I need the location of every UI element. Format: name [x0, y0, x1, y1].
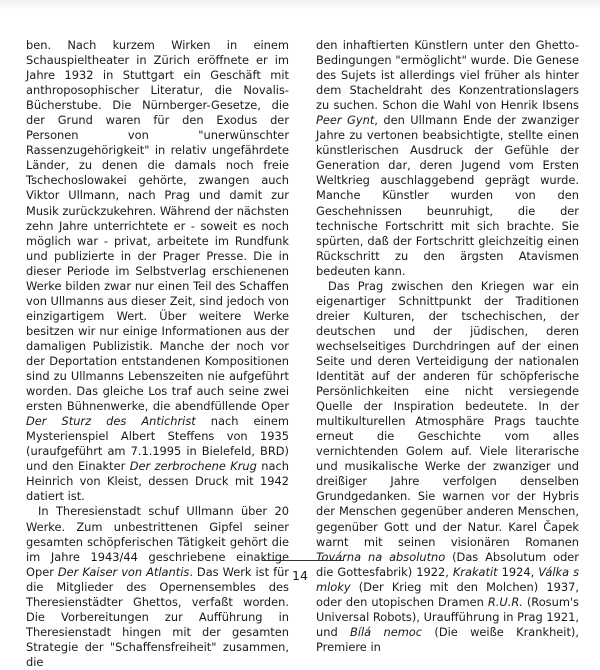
text-run: In Theresienstadt schuf Ullmann über 20 Werke. Zum unbestrittenen Gipfel seiner gesamten schöpferischen Tätigkeit gehört die im Jahre 1943/44 geschriebene einaktige Oper [26, 504, 289, 579]
opera-title: Der Kaiser von Atlantis [57, 564, 190, 579]
work-title: Válka s mloky [316, 564, 580, 594]
work-title: R.U.R. [487, 594, 523, 609]
text-run: 1924, [497, 564, 539, 579]
paragraph [26, 38, 289, 504]
footer-rule [262, 560, 344, 561]
text-run: Das Prag zwischen den Kriegen war ein eigenartiger Schnittpunkt der Traditionen dreier Kulturen, der tschechischen, der deutschen und der jüdischen, deren wechselseitiges Durchdringen auf der einen Seite und deren Verteidigung der nationalen Identität auf der anderen für schöpferische Persönlichkeiten eine nicht versiegende Quelle der Inspiration bedeutete. In der multikulturellen Atmosphäre Prags tauchte erneut die Geschichte vom alles vernichtenden Golem auf. Viele literarische und musikalische Werke der zwanziger und dreißiger Jahre verfolgen denselben Grundgedanken. Sie warnen vor der Hybris der Menschen gegenüber anderen Menschen, gegenüber Gott und der Natur. Karel Čapek warnt mit seinen visionären Romanen [316, 278, 579, 549]
text-run: , den Ullmann Ende der zwanziger Jahre zu vertonen beabsichtigte, stellte einen künstlerischen Ausdruck der Gefühle der Generation dar, deren Jugend vom Ersten Weltkrieg auschlaggebend geprägt wurde. Manche Künstler wurden von den Geschehnissen beunruhigt, die der technische Fortschritt mit sich brachte. Sie spürten, daß der Fortschritt gleichzeitig einen Rückschritt zu den ärgsten Atavismen bedeuten kann. [316, 113, 580, 278]
opera-title: Der zerbrochene Krug [129, 459, 257, 474]
paragraph [316, 38, 579, 279]
work-title: Peer Gynt [316, 113, 375, 128]
text-run: (Rosum's Universal Robots), Uraufführung in Prag 1921, und [316, 594, 579, 639]
work-title: Krakatit [452, 564, 498, 579]
work-title: Bílá nemoc [350, 624, 423, 639]
paragraph [316, 279, 579, 655]
page-number: 14 [292, 568, 308, 583]
text-run: (Die weiße Krankheit), Premiere in [316, 624, 579, 654]
work-title: Továrna na absolutno [316, 549, 446, 564]
text-run: (Das Absolutum oder die Gottesfabrik) 1922, [316, 549, 579, 579]
text-run: den inhaftierten Künstlern unter den Ghetto-Bedingungen "ermöglicht" wurde. Die Genese des Sujets ist allerdings viel früher als hinter dem Stacheldraht des Konzentrationslagers zu suchen. Schon die Wahl von Henrik Ibsens [316, 38, 579, 113]
right-column [316, 38, 579, 655]
text-run: (Der Krieg mit den Molchen) 1937, oder den utopischen Dramen [316, 579, 579, 609]
text-run: ben. Nach kurzem Wirken in einem Schauspieltheater in Zürich eröffnete er im Jahre 1932 in Stuttgart ein Geschäft mit anthroposophischer Literatur, die Novalis-Bücherstube. Die Nürnberger-Gesetze, die der Grund waren für den Exodus der Personen von "unerwünschter Rassenzugehörigkeit" in relativ ungefährdete Länder, zu denen die damals noch freie Tschechoslowakei gehörte, zwangen auch Viktor Ullmann, nach Prag und damit zur Musik zurückzukehren. Während der nächsten zehn Jahre unterrichtete er - soweit es noch möglich war - privat, arbeitete im Rundfunk und publizierte in der Prager Presse. Die in dieser Periode im Selbstverlag erschienenen Werke bilden zwar nur einen Teil des Schaffen von Ullmanns aus dieser Zeit, sind jedoch von einzigartigem Wert. Über weitere Werke besitzen wir nur einige Informationen aus der damaligen Publizistik. Manche der noch vor der Deportation entstandenen Kompositionen sind zu Ullmanns Lebenszeiten nie aufgeführt worden. Das gleiche Los traf auch seine zwei ersten Bühnenwerke, die abendfüllende Oper [26, 38, 289, 414]
opera-title: Der Sturz des Antichrist [26, 414, 196, 429]
text-run: nach Heinrich von Kleist, dessen Druck mit 1942 datiert ist. [26, 459, 289, 504]
text-run: . Das Werk ist für die Mitglieder des Opernensembles des Theresienstädter Ghettos, verfaßt worden. Die Vorbereitungen zur Aufführung in Theresienstadt hingen mit der gesamten Strategie der "Schaffensfreiheit" zusammen, die [26, 564, 289, 669]
paragraph [26, 504, 289, 670]
text-run: nach einem Mysterienspiel Albert Steffens von 1935 (uraufgeführt am 7.1.1995 in Bielefeld, BRD) und den Einakter [26, 414, 290, 474]
page-edge-shadow [0, 0, 600, 10]
